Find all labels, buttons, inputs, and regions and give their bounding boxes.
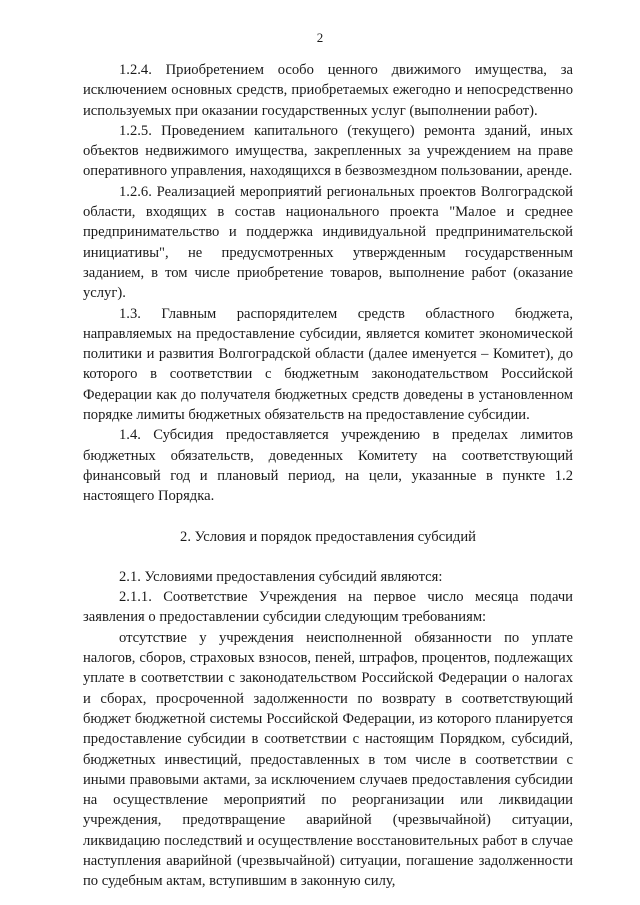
paragraph-requirement: отсутствие у учреждения неисполненной обязанности по уплате налогов, сборов, страховых взносов, пеней, штрафов, процентов, подлежащих уплате в соответствии с законодательством Российской Федерации о налогах и сборах, просроченной задолженности по возврату в соответствующий бюджет бюджетной системы Российской Федерации, из которого планируется предоставление субсидии в соответствии с настоящим Порядком, субсидий, бюджетных инвестиций, предоставленных в том числе в соответствии с иными правовыми актами, за исключением случаев предоставления субсидии на осуществление мероприятий по реорганизации или ликвидации учреждения, предотвращение аварийной (чрезвычайной) ситуации, ликвидацию последствий и осуществление восстановительных работ в случае наступления аварийной (чрезвычайной) ситуации, погашение задолженности по судебным актам, вступившим в законную силу, [83,629,573,890]
paragraph-1-4: 1.4. Субсидия предоставляется учреждению в пределах лимитов бюджетных обязательств, доведенных Комитету на соответствующий финансовый год и плановый период, на цели, указанные в пункте 1.2 настоящего Порядка. [83,427,573,505]
document-body [83,60,573,892]
paragraph-1-3: 1.3. Главным распорядителем средств областного бюджета, направляемых на предоставление субсидии, является комитет экономической политики и развития Волгоградской области (далее именуется – Комитет), до которого в соответствии с бюджетным законодательством Российской Федерации как до получателя бюджетных средств доведены в установленном порядке лимиты бюджетных обязательств на предоставление субсидии. [83,305,573,424]
paragraph-2-1: 2.1. Условиями предоставления субсидий являются: [119,568,443,585]
page-number: 2 [316,30,324,45]
paragraph-2-1-1: 2.1.1. Соответствие Учреждения на первое число месяца подачи заявления о предоставлении субсидии следующим требованиям: [83,589,573,626]
paragraph-1-2-5: 1.2.5. Проведением капитального (текущего) ремонта зданий, иных объектов недвижимого имущества, закрепленных за учреждением на праве оперативного управления, находящихся в безвозмездном пользовании, аренде. [83,122,573,180]
section-heading: 2. Условия и порядок предоставления субсидий [180,528,476,545]
paragraph-1-2-6: 1.2.6. Реализацией мероприятий региональных проектов Волгоградской области, входящих в состав национального проекта "Малое и среднее предпринимательство и поддержка индивидуальной предпринимательской инициативы", не предусмотренных утвержденным государственным заданием, в том числе приобретение товаров, выполнение работ (оказание услуг). [83,183,573,302]
paragraph-1-2-4: 1.2.4. Приобретением особо ценного движимого имущества, за исключением основных средств, приобретаемых ежегодно и непосредственно используемых при оказании государственных услуг (выполнении работ). [83,62,573,119]
